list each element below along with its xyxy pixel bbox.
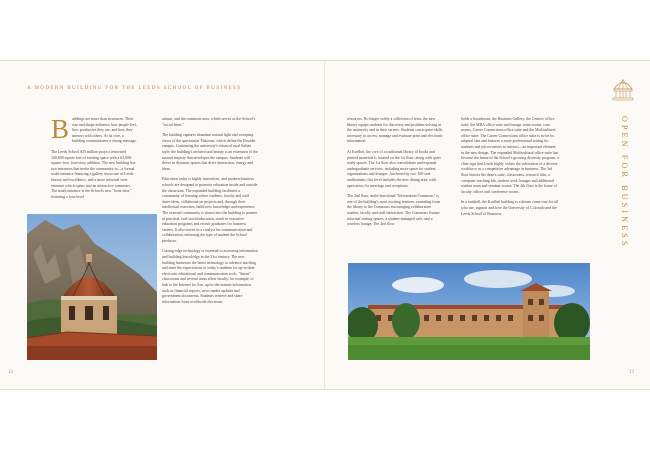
text-column-3 <box>347 117 443 233</box>
paragraph: At Koelbel, the core of a traditional library of books and printed materials is located on the 1st floor, along with quiet study spaces. The 1st floor also consolidates and expands undergraduate services, including more space for student organizations and lounges. Anchored by two 100-seat auditoriums, this level includes the new dining area, with open areas for meetings and receptions. <box>347 149 441 188</box>
page-number-left: 12 <box>8 370 13 375</box>
paragraph: atrium, and the commons area, which serves as the School's "social heart." <box>162 117 256 127</box>
text-column-4 <box>461 117 559 222</box>
dome-photo-illustration <box>27 214 157 360</box>
page-number-right: 13 <box>629 370 634 375</box>
paragraph: The Leeds School $35 million project renovated 100,000 square feet of existing space with a 62,000-square-foot, four-story addition. The new building has two entrances that invite the community in—a formal south entrance featuring a gallery showcase of Leeds history and excellence, and a more informal west entrance which opens into an interactive commons. The south entrance is the School's new "front door," featuring a four-level <box>51 149 136 199</box>
paragraph: holds a boardroom, the Business Gallery, the Centers' office suite, the MBA office suite and lounge, team rooms, case rooms, Career Connections office suite and the Multicultural office suite. The Career Connections office suite is twice its original size and features a more professional setting for students and job recruiters to interact—an important element in the new design. The expanded Multicultural office suite has become the home of the School's growing diversity program, a clear sign that Leeds highly values the cultivation of a diverse workforce as a competitive advantage in business. The 3rd floor houses the dean's suite, classrooms, research labs, a computer teaching lab, student work lounges and additional student team and seminar rooms. The 4th floor is the home of faculty offices and conference rooms. <box>461 117 559 194</box>
text-column-1 <box>51 114 137 205</box>
page-gutter <box>324 61 325 389</box>
intro-text: uildings are more than structures. Their size and shape influence how people feel, how productive they are, and how they interact with others. At its core, a building communicates a strong message. <box>72 117 137 144</box>
brochure-spread <box>0 60 650 390</box>
intro-paragraph <box>51 114 137 145</box>
paragraph: In a nutshell, the Koelbel building is a dream come true for all who use, support and love the University of Colorado and the Leeds School of Business. <box>461 200 558 216</box>
paragraph: The building captures abundant natural light and sweeping views of the spectacular Flatirons, which define the Boulder campus. Continuing the university's classical rural Italian style, the building's architectural beauty is an extension of the natural majesty that envelopes the campus. Students will thrive in dynamic spaces that drive interaction, energy and ideas. <box>162 133 258 171</box>
side-title: OPEN FOR BUSINESS <box>620 116 629 249</box>
dome-emblem-icon <box>611 75 635 101</box>
paragraph: The 2nd floor, multi-functional "Information Commons" is one of the building's most exciting features, extending from the library to the Commons encouraging collaborative student, faculty and staff interaction. The Commons feature informal seating spaces, a student-managed cafe, and a wireless lounge. The 2nd floor <box>347 194 440 227</box>
dome-flatirons-photo <box>27 214 157 360</box>
paragraph: Education today is highly interactive, and modern business schools are designed to promote education inside and outside the classroom. The expanded building facilitates a community of learning where students, faculty and staff share ideas, collaborate on projects and, through their intellectual exercises, build new knowledge and experience. The external community is drawn into the building to partner in practical, real-world education, result in executive education programs and recruit graduates for business careers. It also serves as a catalyst for communication and collaboration, mirroring the type of student the School produces. <box>162 177 258 243</box>
paragraph: Cutting-edge technology is essential to accessing information and building knowledge in the 21st century. The new building harnesses the latest technology to advance teaching and meet the expectations of today's students for up-to-date electronic educational and communication tools. "Smart" classrooms and several areas allow faculty, for example, to link to the Internet for live, up-to-the-minute information such as financial reports, news media updates and government documents. Students retrieve and share information from worldwide electronic <box>162 249 258 304</box>
text-column-2 <box>162 117 258 310</box>
building-photo-illustration <box>348 263 590 360</box>
building-panorama-photo <box>348 263 590 360</box>
spread-headline: A MODERN BUILDING FOR THE LEEDS SCHOOL OF BUSINESS <box>27 85 242 91</box>
paragraph: resources. No longer solely a collection of texts, the new library equips students for discovery and problem-solving at the university and in their careers. Students can acquire skills necessary to access, manage and evaluate print and electronic information. <box>347 117 443 144</box>
drop-cap: B <box>51 114 70 144</box>
